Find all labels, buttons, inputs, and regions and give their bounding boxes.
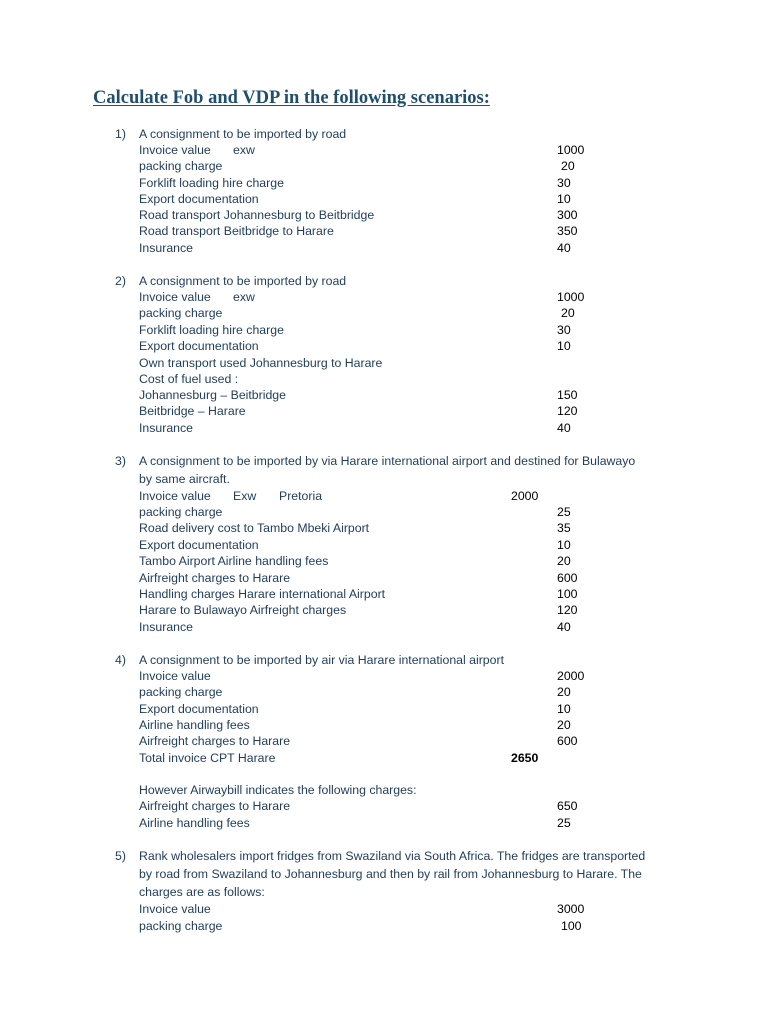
- item-value: 10: [557, 702, 571, 716]
- item-extra: Pretoria: [279, 489, 323, 503]
- item-value: 2000: [511, 489, 539, 503]
- item-extra: Exw: [233, 489, 257, 503]
- scenario-intro-line2: by same aircraft.: [139, 472, 230, 486]
- item-label: Export documentation: [139, 702, 259, 716]
- item-label: Airfreight charges to Harare: [139, 571, 291, 585]
- item-label: packing charge: [139, 685, 223, 699]
- item-label: Handling charges Harare international Airport: [139, 587, 386, 601]
- item-value: 40: [557, 241, 571, 255]
- item-extra: exw: [233, 143, 255, 157]
- item-label: Forklift loading hire charge: [139, 323, 284, 337]
- scenario-number: 3): [115, 454, 126, 468]
- awb-note: However Airwaybill indicates the following charges:: [139, 783, 417, 797]
- item-label: packing charge: [139, 159, 223, 173]
- item-label: Airline handling fees: [139, 718, 250, 732]
- item-label: Insurance: [139, 620, 194, 634]
- scenario-number: 4): [115, 653, 126, 667]
- item-label: Tambo Airport Airline handling fees: [139, 554, 329, 568]
- item-label: packing charge: [139, 505, 223, 519]
- total-label: Total invoice CPT Harare: [139, 751, 276, 765]
- item-label: Road delivery cost to Tambo Mbeki Airport: [139, 521, 370, 535]
- item-value: 100: [561, 919, 582, 933]
- item-label: Own transport used Johannesburg to Harare: [139, 356, 383, 370]
- item-value: 10: [557, 339, 571, 353]
- item-value: 30: [557, 323, 571, 337]
- item-value: 3000: [557, 902, 585, 916]
- item-label: Airline handling fees: [139, 816, 250, 830]
- item-label: Export documentation: [139, 339, 259, 353]
- item-value: 30: [557, 176, 571, 190]
- item-value: 300: [557, 208, 578, 222]
- item-label: Airfreight charges to Harare: [139, 799, 291, 813]
- item-value: 150: [557, 388, 578, 402]
- item-label: Forklift loading hire charge: [139, 176, 284, 190]
- item-label: packing charge: [139, 306, 223, 320]
- item-value: 600: [557, 734, 578, 748]
- item-value: 20: [557, 554, 571, 568]
- scenario-intro-line1: Rank wholesalers import fridges from Swaziland via South Africa. The fridges are transported: [139, 849, 646, 863]
- item-value: 35: [557, 521, 571, 535]
- item-label: Invoice value: [139, 143, 211, 157]
- item-label: Harare to Bulawayo Airfreight charges: [139, 603, 347, 617]
- item-value: 20: [561, 306, 575, 320]
- item-value: 10: [557, 538, 571, 552]
- item-label: Johannesburg – Beitbridge: [139, 388, 286, 402]
- item-label: Airfreight charges to Harare: [139, 734, 291, 748]
- item-label: Invoice value: [139, 902, 211, 916]
- item-value: 20: [557, 718, 571, 732]
- scenario-intro: A consignment to be imported by road: [139, 127, 347, 141]
- item-value: 600: [557, 571, 578, 585]
- item-value: 650: [557, 799, 578, 813]
- item-value: 40: [557, 421, 571, 435]
- scenario-intro-line3: charges are as follows:: [139, 885, 265, 899]
- scenario-number: 5): [115, 849, 126, 863]
- item-value: 1000: [557, 290, 585, 304]
- scenario-intro: A consignment to be imported by air via Harare international airport: [139, 653, 504, 667]
- item-value: 10: [557, 192, 571, 206]
- item-label: Invoice value: [139, 489, 211, 503]
- scenario-number: 1): [115, 127, 126, 141]
- scenario-number: 2): [115, 274, 126, 288]
- item-extra: exw: [233, 290, 255, 304]
- item-label: Road transport Beitbridge to Harare: [139, 224, 334, 238]
- item-label: Cost of fuel used :: [139, 372, 239, 386]
- item-value: 120: [557, 603, 578, 617]
- item-label: Invoice value: [139, 669, 211, 683]
- item-label: packing charge: [139, 919, 223, 933]
- item-value: 350: [557, 224, 578, 238]
- item-value: 2000: [557, 669, 585, 683]
- item-label: Road transport Johannesburg to Beitbridge: [139, 208, 375, 222]
- item-label: Export documentation: [139, 538, 259, 552]
- item-value: 20: [557, 685, 571, 699]
- scenario-intro-line1: A consignment to be imported by via Harare international airport and destined for Bulawayo: [139, 454, 636, 468]
- item-value: 100: [557, 587, 578, 601]
- item-label: Insurance: [139, 421, 194, 435]
- item-value: 25: [557, 505, 571, 519]
- item-label: Insurance: [139, 241, 194, 255]
- item-label: Beitbridge – Harare: [139, 404, 246, 418]
- scenario-intro-line2: by road from Swaziland to Johannesburg and then by rail from Johannesburg to Harare. The: [139, 867, 642, 881]
- page-title: Calculate Fob and VDP in the following scenarios:: [93, 88, 490, 108]
- item-value: 1000: [557, 143, 585, 157]
- item-value: 25: [557, 816, 571, 830]
- scenario-intro: A consignment to be imported by road: [139, 274, 347, 288]
- item-value: 120: [557, 404, 578, 418]
- item-label: Export documentation: [139, 192, 259, 206]
- item-label: Invoice value: [139, 290, 211, 304]
- item-value: 20: [561, 159, 575, 173]
- item-value: 40: [557, 620, 571, 634]
- total-value: 2650: [511, 751, 539, 765]
